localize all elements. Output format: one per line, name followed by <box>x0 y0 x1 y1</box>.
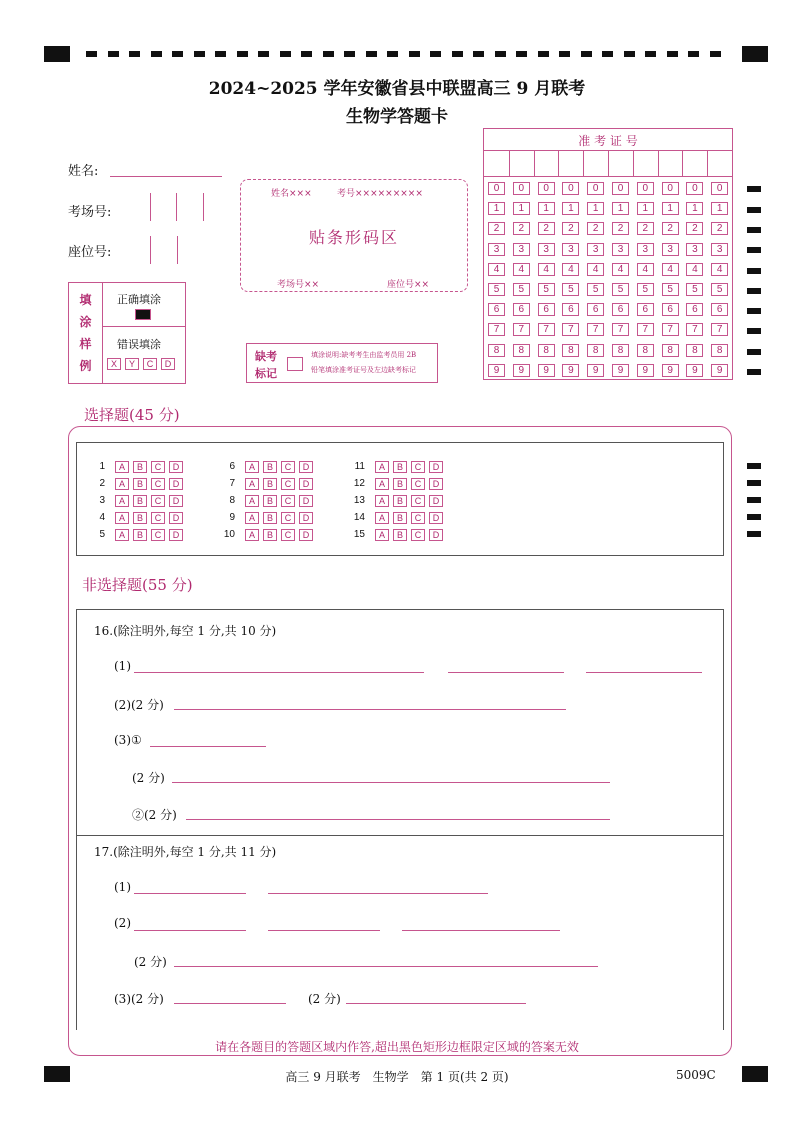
admission-digit-bubble[interactable]: 3 <box>637 243 654 256</box>
timing-mark <box>747 463 761 469</box>
answer-area-notice: 请在各题目的答题区域内作答,超出黑色矩形边框限定区域的答案无效 <box>215 1040 579 1054</box>
timing-dash <box>430 51 441 57</box>
choice-option-bubble[interactable]: C <box>151 529 165 541</box>
admission-digit-bubble[interactable]: 7 <box>562 323 579 336</box>
admission-digit-bubble[interactable]: 6 <box>662 303 679 316</box>
admission-digit-bubble[interactable]: 9 <box>562 364 579 377</box>
admission-digit-bubble[interactable]: 5 <box>662 283 679 296</box>
q17-part-2b-label: (2 分) <box>134 955 167 969</box>
choice-answer-box <box>76 442 724 556</box>
q17-part-1-blank-b[interactable] <box>268 893 488 894</box>
admission-digit-bubble[interactable]: 6 <box>711 303 728 316</box>
timing-dash <box>624 51 635 57</box>
choice-option-bubble[interactable]: A <box>245 529 259 541</box>
timing-dash <box>237 51 248 57</box>
q17-part-3-blank-a[interactable] <box>174 1003 286 1004</box>
timing-dash <box>280 51 291 57</box>
choice-option-bubble[interactable]: D <box>429 512 443 524</box>
barcode-title: 贴条形码区 <box>308 228 399 247</box>
choice-option-bubble[interactable]: D <box>429 461 443 473</box>
q17-part-3-label: (3)(2 分) <box>114 992 164 1006</box>
timing-mark <box>747 369 761 375</box>
admission-digit-bubble[interactable]: 5 <box>488 283 505 296</box>
admission-digit-bubble[interactable]: 4 <box>612 263 629 276</box>
q17-part-3b-blank[interactable] <box>346 1003 526 1004</box>
admission-digit-bubble[interactable]: 0 <box>488 182 505 195</box>
timing-mark <box>747 186 761 192</box>
admission-digit-bubble[interactable]: 9 <box>488 364 505 377</box>
timing-dash <box>151 51 162 57</box>
admission-digit-bubble[interactable]: 7 <box>587 323 604 336</box>
q17-part-2-blank-c[interactable] <box>402 930 560 931</box>
admission-digit-bubble[interactable]: 4 <box>513 263 530 276</box>
choice-option-bubble[interactable]: C <box>281 478 295 490</box>
fill-example-side-label: 填 涂 样 例 <box>79 293 92 373</box>
footer-page-info: 高三 9 月联考 生物学 第 1 页(共 2 页) <box>285 1070 509 1084</box>
q16-part-3c-blank[interactable] <box>186 819 610 820</box>
admission-digit-bubble[interactable]: 1 <box>662 202 679 215</box>
timing-mark <box>747 328 761 334</box>
q17-heading: 17.(除注明外,每空 1 分,共 11 分) <box>94 845 277 859</box>
admission-digit-bubble[interactable]: 8 <box>686 344 703 357</box>
admission-digit-bubble[interactable]: 6 <box>562 303 579 316</box>
timing-dash <box>409 51 420 57</box>
q16-part-1-label: (1) <box>114 659 131 673</box>
timing-dash <box>559 51 570 57</box>
choice-option-bubble[interactable]: D <box>299 529 313 541</box>
admission-digit-bubble[interactable]: 5 <box>587 283 604 296</box>
page-title: 2024~2025 学年安徽省县中联盟高三 9 月联考 <box>208 79 586 99</box>
choice-option-bubble[interactable]: B <box>133 478 147 490</box>
choice-option-bubble[interactable]: A <box>375 495 389 507</box>
choice-option-bubble[interactable]: C <box>151 495 165 507</box>
admission-digit-bubble[interactable]: 9 <box>513 364 530 377</box>
admission-digit-bubble[interactable]: 3 <box>538 243 555 256</box>
timing-mark <box>747 514 761 520</box>
admission-digit-bubble[interactable]: 0 <box>662 182 679 195</box>
admission-title: 准 考 证 号 <box>578 134 638 148</box>
seat-field[interactable] <box>150 236 178 264</box>
absent-mark-box <box>246 343 438 383</box>
admission-digit-bubble[interactable]: 2 <box>686 222 703 235</box>
choice-option-bubble[interactable]: D <box>429 478 443 490</box>
choice-option-bubble[interactable]: A <box>115 512 129 524</box>
q16-part-3-label: (3)① <box>114 733 142 747</box>
admission-digit-bubble[interactable]: 0 <box>711 182 728 195</box>
admission-digit-bubble[interactable]: 9 <box>538 364 555 377</box>
question-number: 13 <box>353 495 365 506</box>
admission-digit-bubble[interactable]: 2 <box>662 222 679 235</box>
timing-mark <box>747 247 761 253</box>
timing-mark <box>747 268 761 274</box>
timing-dash <box>516 51 527 57</box>
timing-dash <box>129 51 140 57</box>
q17-part-2-label: (2) <box>114 916 131 930</box>
admission-digit-bubble[interactable]: 0 <box>513 182 530 195</box>
admission-digit-bubble[interactable]: 7 <box>612 323 629 336</box>
admission-digit-bubble[interactable]: 9 <box>711 364 728 377</box>
admission-digit-bubble[interactable]: 2 <box>488 222 505 235</box>
choice-option-bubble[interactable]: A <box>375 461 389 473</box>
admission-digit-bubble[interactable]: 6 <box>538 303 555 316</box>
question-number: 15 <box>353 529 365 540</box>
choice-option-bubble[interactable]: A <box>375 529 389 541</box>
choice-option-bubble[interactable]: A <box>115 529 129 541</box>
timing-mark <box>747 531 761 537</box>
admission-digit-bubble[interactable]: 5 <box>711 283 728 296</box>
admission-digit-bubble[interactable]: 4 <box>538 263 555 276</box>
admission-number-grid <box>483 128 733 380</box>
choice-option-bubble[interactable]: B <box>263 461 277 473</box>
admission-digit-bubble[interactable]: 8 <box>612 344 629 357</box>
admission-digit-bubble[interactable]: 2 <box>513 222 530 235</box>
choice-option-bubble[interactable]: D <box>169 512 183 524</box>
timing-dash <box>172 51 183 57</box>
admission-digit-bubble[interactable]: 7 <box>662 323 679 336</box>
admission-digit-bubble[interactable]: 2 <box>711 222 728 235</box>
admission-digit-bubble[interactable]: 2 <box>612 222 629 235</box>
admission-digit-bubble[interactable]: 1 <box>637 202 654 215</box>
corner-mark-top-right <box>742 46 768 62</box>
admission-digit-bubble[interactable]: 3 <box>711 243 728 256</box>
timing-mark <box>747 497 761 503</box>
admission-digit-bubble[interactable]: 4 <box>662 263 679 276</box>
barcode-area <box>240 179 468 292</box>
timing-mark <box>747 227 761 233</box>
admission-digit-bubble[interactable]: 6 <box>587 303 604 316</box>
choice-option-bubble[interactable]: D <box>169 529 183 541</box>
choice-option-bubble[interactable]: C <box>411 529 425 541</box>
admission-digit-bubble[interactable]: 0 <box>637 182 654 195</box>
admission-digit-bubble[interactable]: 4 <box>562 263 579 276</box>
admission-digit-bubble[interactable]: 7 <box>538 323 555 336</box>
admission-digit-bubble[interactable]: 8 <box>562 344 579 357</box>
admission-digit-bubble[interactable]: 2 <box>587 222 604 235</box>
admission-digit-bubble[interactable]: 9 <box>612 364 629 377</box>
admission-digit-bubble[interactable]: 4 <box>587 263 604 276</box>
choice-option-bubble[interactable]: C <box>281 529 295 541</box>
admission-digit-bubble[interactable]: 0 <box>587 182 604 195</box>
q16-part-3b-label: (2 分) <box>132 771 165 785</box>
timing-dash <box>688 51 699 57</box>
admission-digit-bubble[interactable]: 5 <box>513 283 530 296</box>
barcode-exam-no: 考号××××××××× <box>337 189 423 199</box>
admission-digit-bubble[interactable]: 8 <box>587 344 604 357</box>
admission-digit-bubble[interactable]: 8 <box>513 344 530 357</box>
admission-digit-bubble[interactable]: 1 <box>587 202 604 215</box>
admission-digit-bubble[interactable]: 0 <box>562 182 579 195</box>
choice-option-bubble[interactable]: B <box>133 512 147 524</box>
choice-option-bubble[interactable]: D <box>169 495 183 507</box>
admission-digit-bubble[interactable]: 4 <box>637 263 654 276</box>
question-number: 2 <box>99 478 105 489</box>
choice-option-bubble[interactable]: B <box>393 461 407 473</box>
correct-fill-sample <box>135 309 151 320</box>
admission-digit-bubble[interactable]: 1 <box>488 202 505 215</box>
timing-dash <box>602 51 613 57</box>
q17-part-1-blank-a[interactable] <box>134 893 246 894</box>
admission-digit-bubble[interactable]: 2 <box>637 222 654 235</box>
q17-part-1-label: (1) <box>114 880 131 894</box>
choice-option-bubble[interactable]: A <box>245 495 259 507</box>
barcode-name: 姓名××× <box>271 189 312 199</box>
admission-digit-bubble[interactable]: 9 <box>587 364 604 377</box>
q17-part-2-blank-b[interactable] <box>268 930 380 931</box>
question-number: 9 <box>229 512 235 523</box>
choice-option-bubble[interactable]: B <box>263 512 277 524</box>
choice-option-bubble[interactable]: B <box>263 495 277 507</box>
question-number: 12 <box>353 478 365 489</box>
q16-part-3b-blank[interactable] <box>172 782 610 783</box>
choice-option-bubble[interactable]: B <box>393 529 407 541</box>
q16-box <box>76 609 724 836</box>
timing-dash <box>194 51 205 57</box>
admission-digit-bubble[interactable]: 3 <box>488 243 505 256</box>
choice-option-bubble[interactable]: B <box>133 495 147 507</box>
choice-option-bubble[interactable]: D <box>429 495 443 507</box>
admission-digit-bubble[interactable]: 8 <box>637 344 654 357</box>
timing-dash <box>538 51 549 57</box>
q17-part-2b-blank[interactable] <box>174 966 598 967</box>
timing-dash <box>581 51 592 57</box>
admission-digit-bubble[interactable]: 3 <box>562 243 579 256</box>
admission-digit-bubble[interactable]: 3 <box>612 243 629 256</box>
question-number: 14 <box>353 512 365 523</box>
absent-checkbox[interactable] <box>287 357 303 371</box>
admission-digit-bubble[interactable]: 7 <box>686 323 703 336</box>
admission-digit-bubble[interactable]: 5 <box>637 283 654 296</box>
admission-digit-bubble[interactable]: 6 <box>488 303 505 316</box>
choice-option-bubble[interactable]: D <box>429 529 443 541</box>
choice-option-bubble[interactable]: A <box>245 461 259 473</box>
admission-digit-bubble[interactable]: 9 <box>637 364 654 377</box>
name-field[interactable] <box>110 176 222 177</box>
admission-digit-bubble[interactable]: 4 <box>711 263 728 276</box>
room-field[interactable] <box>150 193 204 221</box>
admission-digit-bubble[interactable]: 8 <box>488 344 505 357</box>
choice-option-bubble[interactable]: D <box>169 478 183 490</box>
admission-digit-bubble[interactable]: 7 <box>637 323 654 336</box>
timing-dash <box>86 51 97 57</box>
choice-option-bubble[interactable]: C <box>281 461 295 473</box>
question-number: 3 <box>99 495 105 506</box>
timing-dash <box>344 51 355 57</box>
choice-option-bubble[interactable]: A <box>115 478 129 490</box>
timing-dash <box>473 51 484 57</box>
seat-label: 座位号: <box>68 245 112 260</box>
choice-option-bubble[interactable]: A <box>115 495 129 507</box>
timing-dash <box>387 51 398 57</box>
timing-dash <box>366 51 377 57</box>
choice-option-bubble[interactable]: A <box>115 461 129 473</box>
question-number: 6 <box>229 461 235 472</box>
fill-example-box: 填 涂 样 例 正确填涂 错误填涂 X Y C D <box>68 282 186 384</box>
choice-option-bubble[interactable]: C <box>151 461 165 473</box>
choice-option-bubble[interactable]: C <box>411 478 425 490</box>
admission-digit-bubble[interactable]: 9 <box>662 364 679 377</box>
admission-digit-bubble[interactable]: 0 <box>538 182 555 195</box>
choice-option-bubble[interactable]: C <box>411 461 425 473</box>
corner-mark-top-left <box>44 46 70 62</box>
admission-digit-bubble[interactable]: 1 <box>513 202 530 215</box>
correct-fill-label: 正确填涂 <box>117 293 161 306</box>
admission-digit-bubble[interactable]: 5 <box>612 283 629 296</box>
question-number: 5 <box>99 529 105 540</box>
timing-dash <box>452 51 463 57</box>
admission-digit-bubble[interactable]: 3 <box>662 243 679 256</box>
admission-digit-bubble[interactable]: 1 <box>612 202 629 215</box>
admission-digit-bubble[interactable]: 7 <box>711 323 728 336</box>
choice-option-bubble[interactable]: D <box>169 461 183 473</box>
room-label: 考场号: <box>68 205 112 220</box>
choice-option-bubble[interactable]: B <box>133 529 147 541</box>
choice-option-bubble[interactable]: B <box>393 495 407 507</box>
choice-option-bubble[interactable]: B <box>393 478 407 490</box>
timing-mark <box>747 308 761 314</box>
admission-digit-bubble[interactable]: 9 <box>686 364 703 377</box>
question-number: 10 <box>223 529 235 540</box>
q16-part-1-blank-b[interactable] <box>448 672 564 673</box>
admission-digit-bubble[interactable]: 4 <box>488 263 505 276</box>
admission-digit-bubble[interactable]: 5 <box>562 283 579 296</box>
admission-digit-bubble[interactable]: 7 <box>488 323 505 336</box>
admission-digit-bubble[interactable]: 3 <box>513 243 530 256</box>
timing-dash <box>667 51 678 57</box>
admission-digit-bubble[interactable]: 3 <box>686 243 703 256</box>
q16-part-3c-label: ②(2 分) <box>132 808 177 822</box>
admission-digit-bubble[interactable]: 7 <box>513 323 530 336</box>
barcode-room: 考场号×× <box>277 280 320 290</box>
choice-option-bubble[interactable]: A <box>375 512 389 524</box>
question-number: 4 <box>99 512 105 523</box>
choice-option-bubble[interactable]: D <box>299 478 313 490</box>
name-label: 姓名: <box>68 164 99 179</box>
choice-option-bubble[interactable]: D <box>299 512 313 524</box>
timing-dash <box>323 51 334 57</box>
page-subtitle: 生物学答题卡 <box>346 107 448 127</box>
q16-part-1-blank-a[interactable] <box>134 672 424 673</box>
q17-part-3b-label: (2 分) <box>308 992 341 1006</box>
timing-dash <box>495 51 506 57</box>
admission-digit-bubble[interactable]: 5 <box>686 283 703 296</box>
nonchoice-section-title: 非选择题(55 分) <box>82 576 193 594</box>
timing-dash <box>215 51 226 57</box>
admission-digit-bubble[interactable]: 2 <box>562 222 579 235</box>
question-number: 1 <box>99 461 105 472</box>
absent-label: 缺考 <box>255 350 277 363</box>
choice-option-bubble[interactable]: B <box>263 478 277 490</box>
timing-mark <box>747 349 761 355</box>
timing-dash <box>301 51 312 57</box>
admission-digit-bubble[interactable]: 1 <box>686 202 703 215</box>
admission-digit-bubble[interactable]: 8 <box>662 344 679 357</box>
q16-part-3-blank[interactable] <box>150 746 266 747</box>
admission-digit-bubble[interactable]: 2 <box>538 222 555 235</box>
question-number: 7 <box>229 478 235 489</box>
admission-digit-bubble[interactable]: 8 <box>538 344 555 357</box>
timing-dash <box>710 51 721 57</box>
q17-part-2-blank-a[interactable] <box>134 930 246 931</box>
admission-digit-bubble[interactable]: 3 <box>587 243 604 256</box>
choice-option-bubble[interactable]: C <box>411 512 425 524</box>
admission-digit-bubble[interactable]: 6 <box>686 303 703 316</box>
choice-section-title: 选择题(45 分) <box>84 406 180 424</box>
choice-option-bubble[interactable]: B <box>133 461 147 473</box>
admission-digit-bubble[interactable]: 0 <box>686 182 703 195</box>
choice-option-bubble[interactable]: C <box>151 512 165 524</box>
question-number: 8 <box>229 495 235 506</box>
admission-digit-bubble[interactable]: 0 <box>612 182 629 195</box>
choice-option-bubble[interactable]: C <box>281 495 295 507</box>
choice-option-bubble[interactable]: B <box>393 512 407 524</box>
q16-heading: 16.(除注明外,每空 1 分,共 10 分) <box>94 624 277 638</box>
choice-option-bubble[interactable]: C <box>151 478 165 490</box>
absent-note-2: 铅笔填涂准考证号及左边缺考标记 <box>311 366 416 374</box>
timing-dash <box>645 51 656 57</box>
absent-note-1: 填涂说明:缺考考生由监考员用 2B <box>311 351 417 359</box>
choice-option-bubble[interactable]: A <box>245 512 259 524</box>
wrong-fill-label: 错误填涂 <box>117 338 161 351</box>
timing-mark <box>747 207 761 213</box>
absent-label-2: 标记 <box>255 367 277 380</box>
q16-part-2-label: (2)(2 分) <box>114 698 164 712</box>
choice-option-bubble[interactable]: D <box>299 461 313 473</box>
admission-digit-bubble[interactable]: 6 <box>612 303 629 316</box>
footer-code: 5009C <box>676 1068 716 1082</box>
choice-option-bubble[interactable]: D <box>299 495 313 507</box>
choice-option-bubble[interactable]: A <box>375 478 389 490</box>
barcode-seat: 座位号×× <box>387 280 430 290</box>
q17-box <box>76 835 724 1030</box>
admission-digit-bubble[interactable]: 1 <box>538 202 555 215</box>
q16-part-1-blank-c[interactable] <box>586 672 702 673</box>
choice-option-bubble[interactable]: C <box>411 495 425 507</box>
admission-digit-bubble[interactable]: 8 <box>711 344 728 357</box>
timing-dash <box>108 51 119 57</box>
timing-dash <box>258 51 269 57</box>
choice-option-bubble[interactable]: C <box>281 512 295 524</box>
admission-digit-bubble[interactable]: 4 <box>686 263 703 276</box>
choice-option-bubble[interactable]: A <box>245 478 259 490</box>
admission-digit-bubble[interactable]: 6 <box>637 303 654 316</box>
admission-digit-bubble[interactable]: 6 <box>513 303 530 316</box>
question-number: 11 <box>354 461 365 472</box>
admission-digit-bubble[interactable]: 1 <box>562 202 579 215</box>
admission-digit-bubble[interactable]: 5 <box>538 283 555 296</box>
timing-mark <box>747 288 761 294</box>
admission-digit-bubble[interactable]: 1 <box>711 202 728 215</box>
q16-part-2-blank[interactable] <box>174 709 566 710</box>
choice-option-bubble[interactable]: B <box>263 529 277 541</box>
timing-mark <box>747 480 761 486</box>
